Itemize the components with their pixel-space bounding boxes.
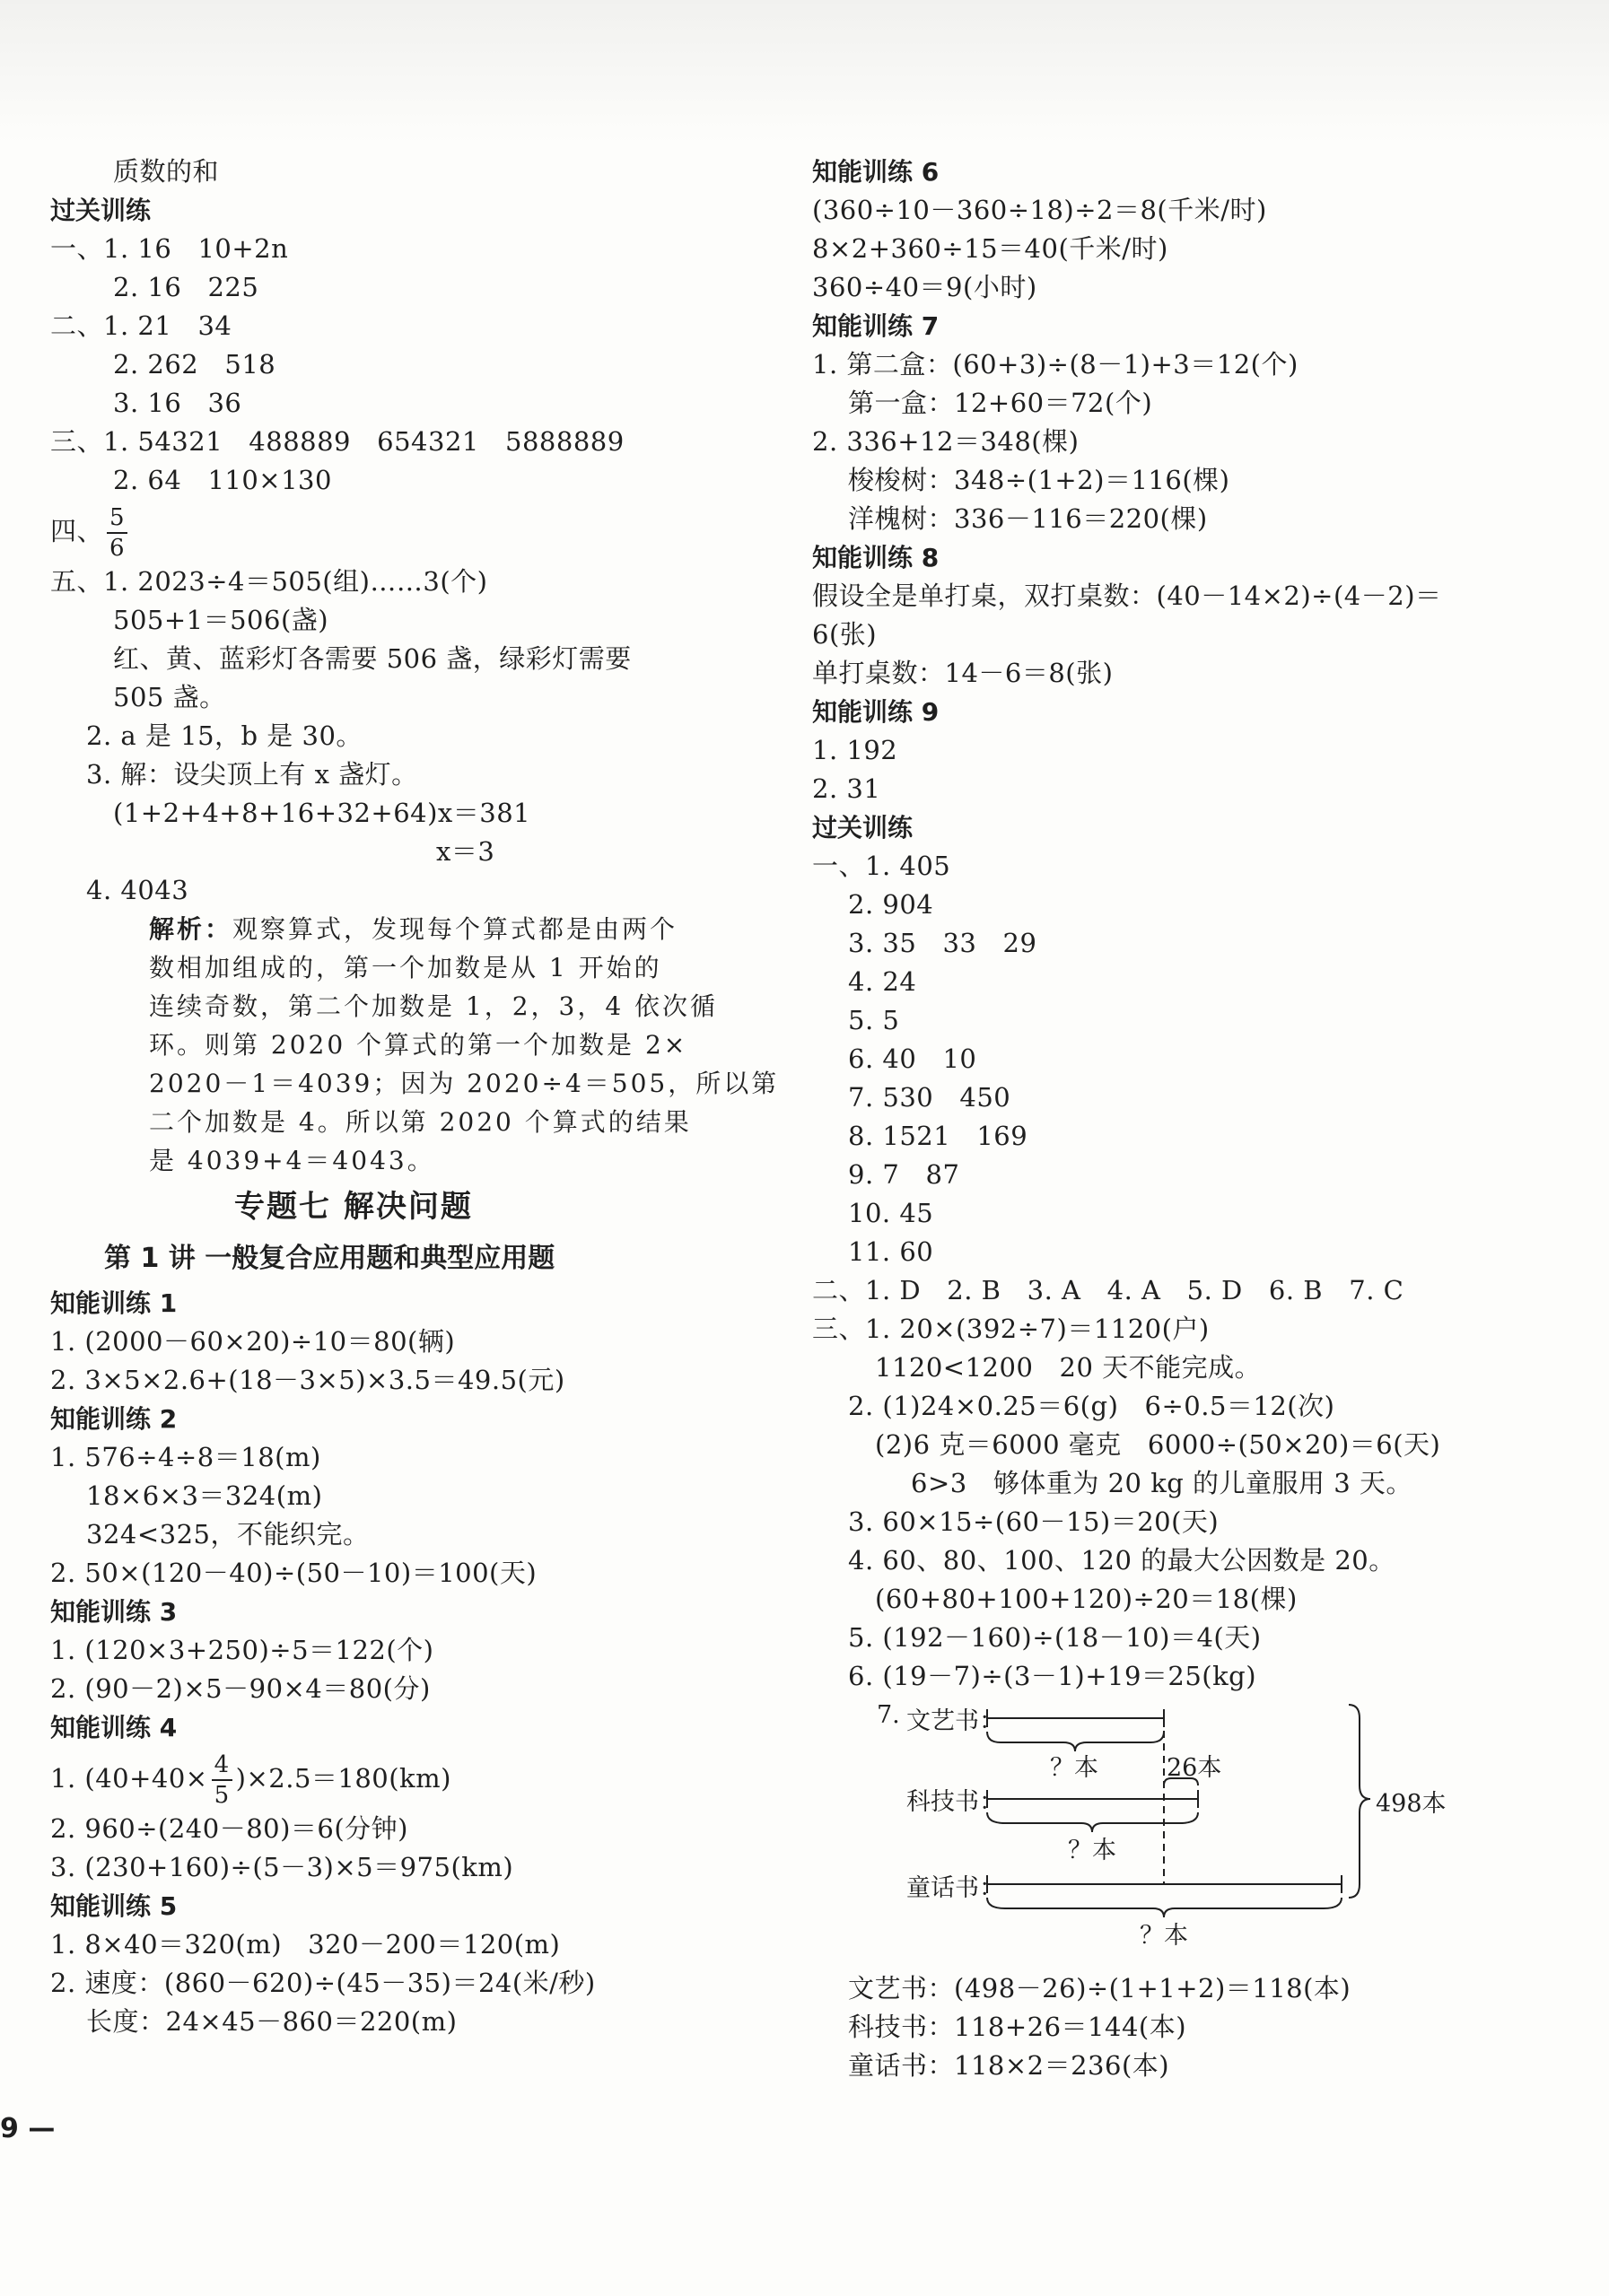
answer-line: 童话书：118×2＝236(本) — [848, 2050, 1170, 2081]
analysis-line: 连续奇数，第二个加数是 1，2，3，4 依次循 — [149, 991, 719, 1021]
answer-line: 2. (1)24×0.25＝6(g) 6÷0.5＝12(次) — [848, 1391, 1335, 1421]
prefix: 四、 — [50, 516, 104, 546]
analysis-line — [50, 910, 786, 948]
answer-line: (1+2+4+8+16+32+64)x＝381 — [113, 798, 531, 828]
answer-line: 6. (19－7)÷(3－1)+19＝25(kg) — [848, 1661, 1257, 1691]
section-heading: 知能训练 5 — [50, 1891, 178, 1921]
answer-line: 三、1. 20×(392÷7)＝1120(户) — [812, 1314, 1210, 1344]
answer-line: 3. 解：设尖顶上有 x 盏灯。 — [86, 759, 418, 790]
answer-line: 一、1. 16 10+2n — [50, 233, 289, 264]
section-heading: 知能训练 4 — [50, 1713, 178, 1742]
answer-line: 第一盒：12+60＝72(个) — [848, 388, 1153, 418]
answer-line: 二、1. 21 34 — [50, 310, 232, 341]
answer-line: 8. 1521 169 — [848, 1121, 1028, 1151]
answer-line: 红、黄、蓝彩灯各需要 506 盏，绿彩灯需要 — [113, 643, 632, 674]
answer-line: 1. 第二盒：(60+3)÷(8－1)+3＝12(个) — [812, 349, 1299, 380]
analysis-line: 数相加组成的，第一个加数是从 1 开始的 — [149, 953, 662, 982]
answer-line: (360÷10－360÷18)÷2＝8(千米/时) — [812, 195, 1267, 225]
answer-line: 2. a 是 15，b 是 30。 — [86, 720, 363, 751]
page-number: 9 — — [0, 2113, 56, 2144]
answer-line: 1120<1200 20 天不能完成。 — [875, 1352, 1262, 1383]
answer-line: 6>3 够体重为 20 kg 的儿童服用 3 天。 — [911, 1468, 1412, 1498]
section-heading: 知能训练 2 — [50, 1404, 178, 1434]
answer-line: 3. 60×15÷(60－15)＝20(天) — [848, 1506, 1220, 1537]
analysis-line: 环。则第 2020 个算式的第一个加数是 2× — [149, 1030, 688, 1060]
answer-line: 2. 3×5×2.6+(18－3×5)×3.5＝49.5(元) — [50, 1365, 565, 1395]
answer-line: 505+1＝506(盏) — [113, 605, 329, 635]
page-top-shade — [0, 0, 1609, 144]
tonghua-label: 童话书： — [906, 1874, 1003, 1902]
text-line: 质数的和 — [113, 156, 220, 187]
keji-brace — [987, 1812, 1198, 1832]
answer-line: 3. (230+160)÷(5－3)×5＝975(km) — [50, 1852, 514, 1882]
answer-line: 一、1. 405 — [812, 851, 951, 881]
fraction-numerator: 4 — [212, 1750, 232, 1781]
total-label: 498本 — [1376, 1790, 1447, 1818]
answer-line: 科技书：118+26＝144(本) — [848, 2012, 1187, 2042]
section-heading: 知能训练 1 — [50, 1288, 178, 1318]
keji-unknown: ？本 — [1068, 1837, 1116, 1864]
section-heading: 过关训练 — [50, 196, 152, 225]
answer-line: 3. 35 33 29 — [848, 928, 1037, 958]
fraction-numerator: 5 — [107, 503, 127, 534]
answer-line: 2. 31 — [812, 773, 881, 804]
fraction — [212, 1750, 232, 1810]
answer-line: 5. 5 — [848, 1005, 900, 1035]
fraction — [107, 503, 127, 563]
answer-line: 1. 8×40＝320(m) 320－200＝120(m) — [50, 1929, 561, 1960]
fraction-denominator: 5 — [214, 1782, 230, 1809]
answer-line: 2. 262 518 — [113, 349, 276, 380]
difference-label: 26本 — [1167, 1754, 1222, 1782]
answer-line: 9. 7 87 — [848, 1159, 960, 1190]
answer-line: 2. 64 110×130 — [113, 465, 332, 495]
answer-line: 18×6×3＝324(m) — [86, 1480, 323, 1511]
answer-line: 6. 40 10 — [848, 1043, 977, 1074]
answer-line: 7. 530 450 — [848, 1082, 1011, 1113]
answer-line: 2. 904 — [848, 889, 934, 920]
analysis-line: 2020－1＝4039；因为 2020÷4＝505，所以第 — [149, 1069, 780, 1098]
answer-line: 文艺书：(498－26)÷(1+1+2)＝118(本) — [848, 1973, 1351, 2004]
answer-line: 1. 576÷4÷8＝18(m) — [50, 1442, 321, 1472]
section-heading: 知能训练 7 — [812, 311, 940, 341]
diagram-number: 7. — [877, 1701, 900, 1729]
answer-line: 1. 192 — [812, 735, 898, 765]
answer-line: 505 盏。 — [113, 682, 226, 712]
tonghua-unknown: ？本 — [1140, 1922, 1188, 1950]
section-heading: 知能训练 6 — [812, 157, 940, 187]
answer-line: 324<325，不能织完。 — [86, 1519, 370, 1550]
answer-line: 洋槐树：336－116＝220(棵) — [848, 503, 1208, 534]
answer-line: 三、1. 54321 488889 654321 5888889 — [50, 426, 625, 457]
answer-line: 五、1. 2023÷4＝505(组)……3(个) — [50, 566, 488, 597]
answer-line: 4. 60、80、100、120 的最大公因数是 20。 — [848, 1545, 1395, 1576]
answer-line: 长度：24×45－860＝220(m) — [86, 2006, 458, 2037]
tonghua-brace — [987, 1898, 1342, 1917]
total-brace — [1349, 1705, 1370, 1898]
answer-line: 2. 336+12＝348(棵) — [812, 426, 1080, 457]
answer-line: x＝3 — [436, 836, 495, 867]
answer-line: 6(张) — [812, 619, 878, 650]
analysis-text: 观察算式，发现每个算式都是由两个 — [232, 914, 678, 944]
answer-line: 11. 60 — [848, 1236, 934, 1267]
wenyi-label: 文艺书： — [906, 1707, 1003, 1735]
answer-line: 单打桌数：14－6＝8(张) — [812, 658, 1114, 688]
answer-line-fraction — [50, 1747, 786, 1810]
answer-line: 2. (90－2)×5－90×4＝80(分) — [50, 1673, 431, 1704]
answer-line: 1. (2000－60×20)÷10＝80(辆) — [50, 1326, 456, 1357]
section-heading: 知能训练 8 — [812, 543, 940, 572]
answer-line: 1. (120×3+250)÷5＝122(个) — [50, 1635, 434, 1665]
analysis-label: 解析： — [149, 914, 233, 944]
section-heading: 知能训练 9 — [812, 697, 940, 727]
right-column — [812, 153, 1566, 2085]
section-heading: 知能训练 3 — [50, 1597, 178, 1627]
answer-line: (60+80+100+120)÷20＝18(棵) — [875, 1584, 1298, 1614]
answer-line: 3. 16 36 — [113, 388, 242, 418]
topic-title: 专题七 解决问题 — [234, 1189, 473, 1225]
left-column — [50, 153, 786, 2041]
answer-line: (2)6 克＝6000 毫克 6000÷(50×20)＝6(天) — [875, 1429, 1441, 1460]
answer-line: 4. 4043 — [86, 875, 189, 905]
answer-line: 4. 24 — [848, 966, 917, 997]
fraction-denominator: 6 — [109, 535, 126, 562]
answer-line: 假设全是单打桌，双打桌数：(40－14×2)÷(4－2)＝ — [812, 581, 1442, 611]
answer-line: 2. 50×(120－40)÷(50－10)＝100(天) — [50, 1558, 538, 1588]
line-segment-diagram — [812, 1696, 1566, 1969]
answer-line: 5. (192－160)÷(18－10)＝4(天) — [848, 1622, 1262, 1653]
answer-line: 10. 45 — [848, 1198, 934, 1228]
answer-line: 2. 速度：(860－620)÷(45－35)＝24(米/秒) — [50, 1968, 596, 1998]
analysis-line: 二个加数是 4。所以第 2020 个算式的结果 — [149, 1107, 692, 1137]
answer-line: 360÷40＝9(小时) — [812, 272, 1037, 302]
analysis-line: 是 4039+4＝4043。 — [149, 1146, 435, 1175]
answer-line: 二、1. D 2. B 3. A 4. A 5. D 6. B 7. C — [812, 1275, 1404, 1305]
keji-label: 科技书： — [906, 1788, 1003, 1816]
wenyi-unknown: ？本 — [1050, 1754, 1098, 1782]
expr-prefix: 1. (40+40× — [50, 1763, 208, 1794]
answer-line: 梭梭树：348÷(1+2)＝116(棵) — [848, 465, 1230, 495]
answer-line: 2. 16 225 — [113, 272, 259, 302]
answer-line: 2. 960÷(240－80)＝6(分钟) — [50, 1813, 408, 1844]
expr-suffix: )×2.5＝180(km) — [235, 1763, 451, 1794]
answer-line-fraction — [50, 500, 786, 563]
segment-lines — [812, 1696, 1566, 1969]
section-heading: 过关训练 — [812, 813, 914, 842]
lesson-title: 第 1 讲 一般复合应用题和典型应用题 — [104, 1243, 555, 1274]
answer-line: 8×2+360÷15＝40(千米/时) — [812, 233, 1168, 264]
